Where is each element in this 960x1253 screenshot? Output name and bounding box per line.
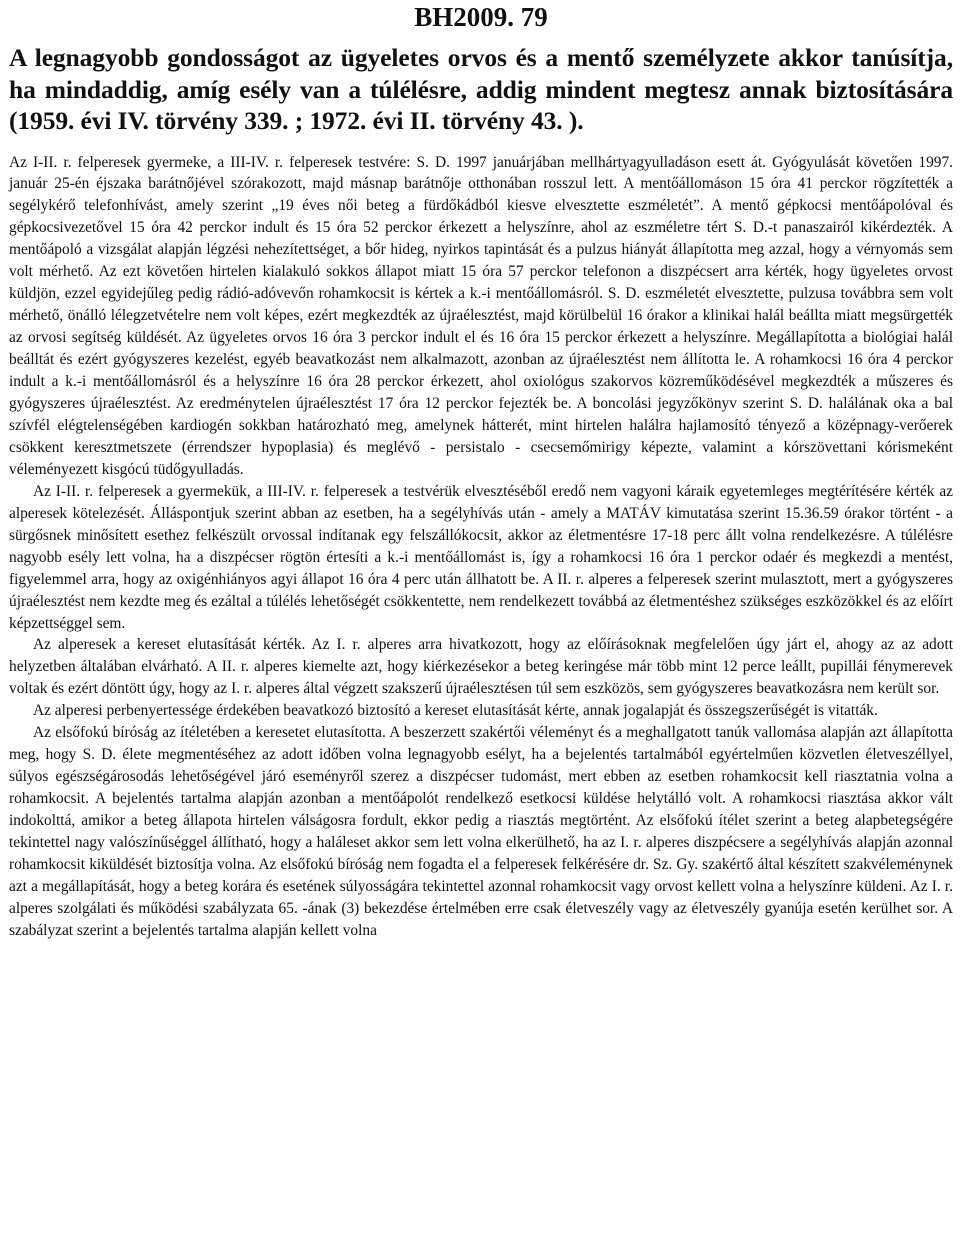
paragraph-facts: Az I-II. r. felperesek gyermeke, a III-IV. r. felperesek testvére: S. D. 1997 januárjában mellhártyagyulladáson esett át. Gyógyulását követően 1997. január 25-én éjszaka barátnőjével szórakozott, majd másnap barátnője otthonában rosszul lett. A mentőállomáson 15 óra 41 perckor rögzítették a segélykérő telefonhívást, amely szerint „19 éves női beteg a fürdőkádból kiesve elvesztette eszméletét”. A mentő gépkocsi mentőápolóval és gépkocsivezetővel 15 óra 42 perckor indult és 15 óra 52 perckor érkezett a helyszínre, ahol az eszméletre tért S. D.-t panaszairól kikérdezték. A mentőápoló a vizsgálat alapján légzési nehezítettséget, a bőr hideg, nyirkos tapintását és a pulzus hiányát állapította meg azzal, hogy a vérnyomás sem volt mérhető. Az ezt követően hirtelen kialakuló sokkos állapot miatt 15 óra 57 perckor telefonon a diszpécsert arra kérték, hogy ügyeletes orvost küldjön, ezzel egyidejűleg pedig rádió-adóvevőn rohamkocsit is kértek a k.-i mentőállomásról. S. D. eszméletét elvesztette, pulzusa továbbra sem volt mérhető, önálló lélegzetvételre nem volt képes, ezért megkezdték az újraélesztést, majd körülbelül 16 órakor a klinikai halál beállta miatt megsürgették az orvosi segítség küldését. Az ügyeletes orvos 16 óra 3 perckor indult el és 16 óra 15 perckor érkezett a helyszínre. Megállapította a biológiai halál beálltát és ezért gyógyszeres kezelést, egyéb beavatkozást nem alkalmazott, azonban az újraélesztést nem állította le. A rohamkocsi 16 óra 4 perckor indult a k.-i mentőállomásról és a helyszínre 16 óra 28 perckor érkezett, ahol oxiológus szakorvos közreműködésével megkezdték a műszeres és gyógyszeres újraélesztést. Az eredménytelen újraélesztést 17 óra 12 perckor fejezték be. A boncolási jegyzőkönyv szerint S. D. halálának oka a bal szívfél elégtelenségében kardiogén sokkban határozható meg, amelynek hátterét, mint hirtelen halálra hajlamosító tényező a középnagy-verőerek csökkent keresztmetszete (érrendszer hypoplasia) és meglévő - persistalo - csecsemőmirigy képezte, valamint a kórszövettani kórismeként véleményezett kisgócú tüdőgyulladás. [9,153,953,478]
document-headline: A legnagyobb gondosságot az ügyeletes orvos és a mentő személyzete akkor tanúsítja, ha mindaddig, amíg esély van a túlélésre, addig mindent megtesz annak biztosítására (1959. évi IV. törvény 339. ; 1972. évi II. törvény 43. ). [9,43,953,135]
paragraph-intervener: Az alperesi perbenyertessége érdekében beavatkozó biztosító a kereset elutasítását kérte, annak jogalapját és összegszerűségét is vitatták. [33,702,878,720]
document-id: BH2009. 79 [414,2,548,32]
paragraph-claim: Az I-II. r. felperesek a gyermekük, a III-IV. r. felperesek a testvérük elvesztéséből eredő nem vagyoni káraik egyetemleges megtérítésére kérték az alperesek kötelezését. Álláspontjuk szerint abban az esetben, ha a segélyhívás után - amely a MATÁV kimutatása szerint 15.36.59 órakor történt - a sürgősnek minősített esethez felkészült orvossal indítanak egy felszállókocsit, akkor az életmentésre 17-18 perc állt volna rendelkezésre. A túlélésre nagyobb esély lett volna, ha a diszpécser rögtön értesíti a k.-i mentőállomást is, így a rohamkocsi 16 óra 1 perckor odaér és megkezdi a mentést, figyelemmel arra, hogy az oxigénhiányos agyi állapot 16 óra 4 perc után állhatott be. A II. r. alperes a felperesek szerint mulasztott, mert a gyógyszeres újraélesztést nem kezdte meg és ezáltal a túlélés lehetőségét csökkentette, nem rendelkezett továbbá az életmentéshez szükséges eszközökkel és az előírt képzettséggel sem. [9,482,953,632]
document-page [9,0,953,942]
document-body [9,152,953,942]
paragraph-defense: Az alperesek a kereset elutasítását kérték. Az I. r. alperes arra hivatkozott, hogy az előírásoknak megfelelően úgy járt el, ahogy az az adott helyzetben általában elvárható. A II. r. alperes kiemelte azt, hogy kiérkezésekor a beteg keringése már több mint 12 perce leállt, pupillái fénymerevek voltak és ezért döntött úgy, hogy az I. r. alperes által végzett szakszerű újraélesztésen túl sem eszközös, sem gyógyszeres beavatkozásra nem került sor. [9,636,953,698]
paragraph-first-instance: Az elsőfokú bíróság az ítéletében a keresetet elutasította. A beszerzett szakértői véleményt és a meghallgatott tanúk vallomása alapján azt állapította meg, hogy S. D. élete megmentéséhez az adott időben volna legnagyobb esélyt, ha a bejelentés tartalmából egyértelműen közvetlen életveszéllyel, súlyos egészségárosodás lehetőségével járó eseményről szerez a diszpécser tudomást, mert ebben az esetben rohamkocsit kell riasztatnia volna a rohamkocsit. A bejelentés tartalma alapján azonban a mentőápolót rendelkező esetkocsi küldése helytálló volt. A rohamkocsi riasztása akkor vált indokolttá, amikor a beteg állapota hirtelen válságosra fordult, ekkor pedig a riasztás megtörtént. Az elsőfokú ítélet szerint a beteg alapbetegségére tekintettel nagy valószínűséggel állítható, hogy a haláleset akkor sem lett volna elkerülhető, ha az I. r. alperes diszpécsere a segélyhívás alapján azonnal rohamkocsit kiküldését biztosítja volna. Az elsőfokú bíróság nem fogadta el a felperesek felkérésére dr. Sz. Gy. szakértő által készített szakvéleménynek azt a megállapítását, hogy a beteg korára és esetének súlyosságára tekintettel azonnal rohamkocsit vagy orvost kellett volna a helyszínre küldeni. Az I. r. alperes szolgálati és működési szabályzata 65. -ának (3) bekezdése értelmében erre csak életveszély vagy az életveszély gyanúja esetén kerülhet sor. A szabályzat szerint a bejelentés tartalma alapján kellett volna [9,724,953,939]
